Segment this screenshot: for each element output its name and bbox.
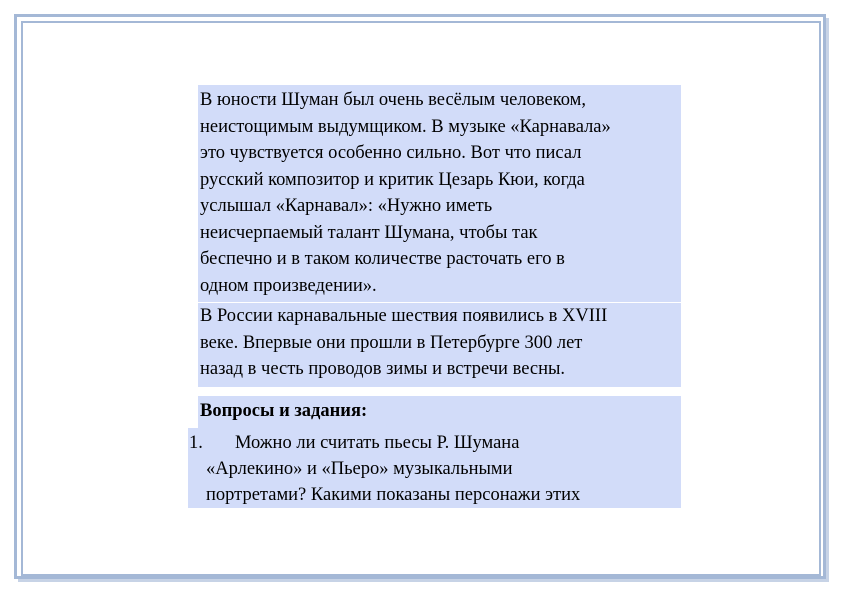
paragraph-russia-carnival (198, 303, 681, 387)
question-item-1 (188, 428, 681, 508)
text-line: В России карнавальные шествия появились в XVIII (200, 306, 608, 326)
text-line: неисчерпаемый талант Шумана, чтобы так (200, 222, 538, 243)
frame-shadow-right (826, 18, 829, 582)
text-line: В юности Шуман был очень весёлым человеком, (200, 90, 586, 110)
question-line: «Арлекино» и «Пьеро» музыкальными (206, 459, 513, 479)
text-line: беспечно и в таком количестве расточать его в (200, 249, 565, 269)
text-line: русский композитор и критик Цезарь Кюи, когда (200, 169, 585, 190)
text-line: назад в честь проводов зимы и встречи весны. (200, 359, 566, 379)
text-line: это чувствуется особенно сильно. Вот что писал (200, 143, 582, 163)
questions-heading-block (198, 396, 681, 428)
frame-shadow-bottom (18, 579, 829, 582)
questions-heading: Вопросы и задания: (200, 401, 368, 421)
paragraph-schumann (198, 85, 681, 302)
text-line: одном произведении». (200, 275, 377, 296)
text-line: услышал «Карнавал»: «Нужно иметь (200, 196, 493, 216)
question-number: 1. (189, 433, 203, 453)
question-line: портретами? Какими показаны персонажи этих (206, 485, 581, 505)
text-line: веке. Впервые они прошли в Петербурге 300 лет (200, 332, 583, 353)
question-line: Можно ли считать пьесы Р. Шумана (235, 433, 520, 453)
text-line: неистощимым выдумщиком. В музыке «Карнавала» (200, 116, 611, 137)
